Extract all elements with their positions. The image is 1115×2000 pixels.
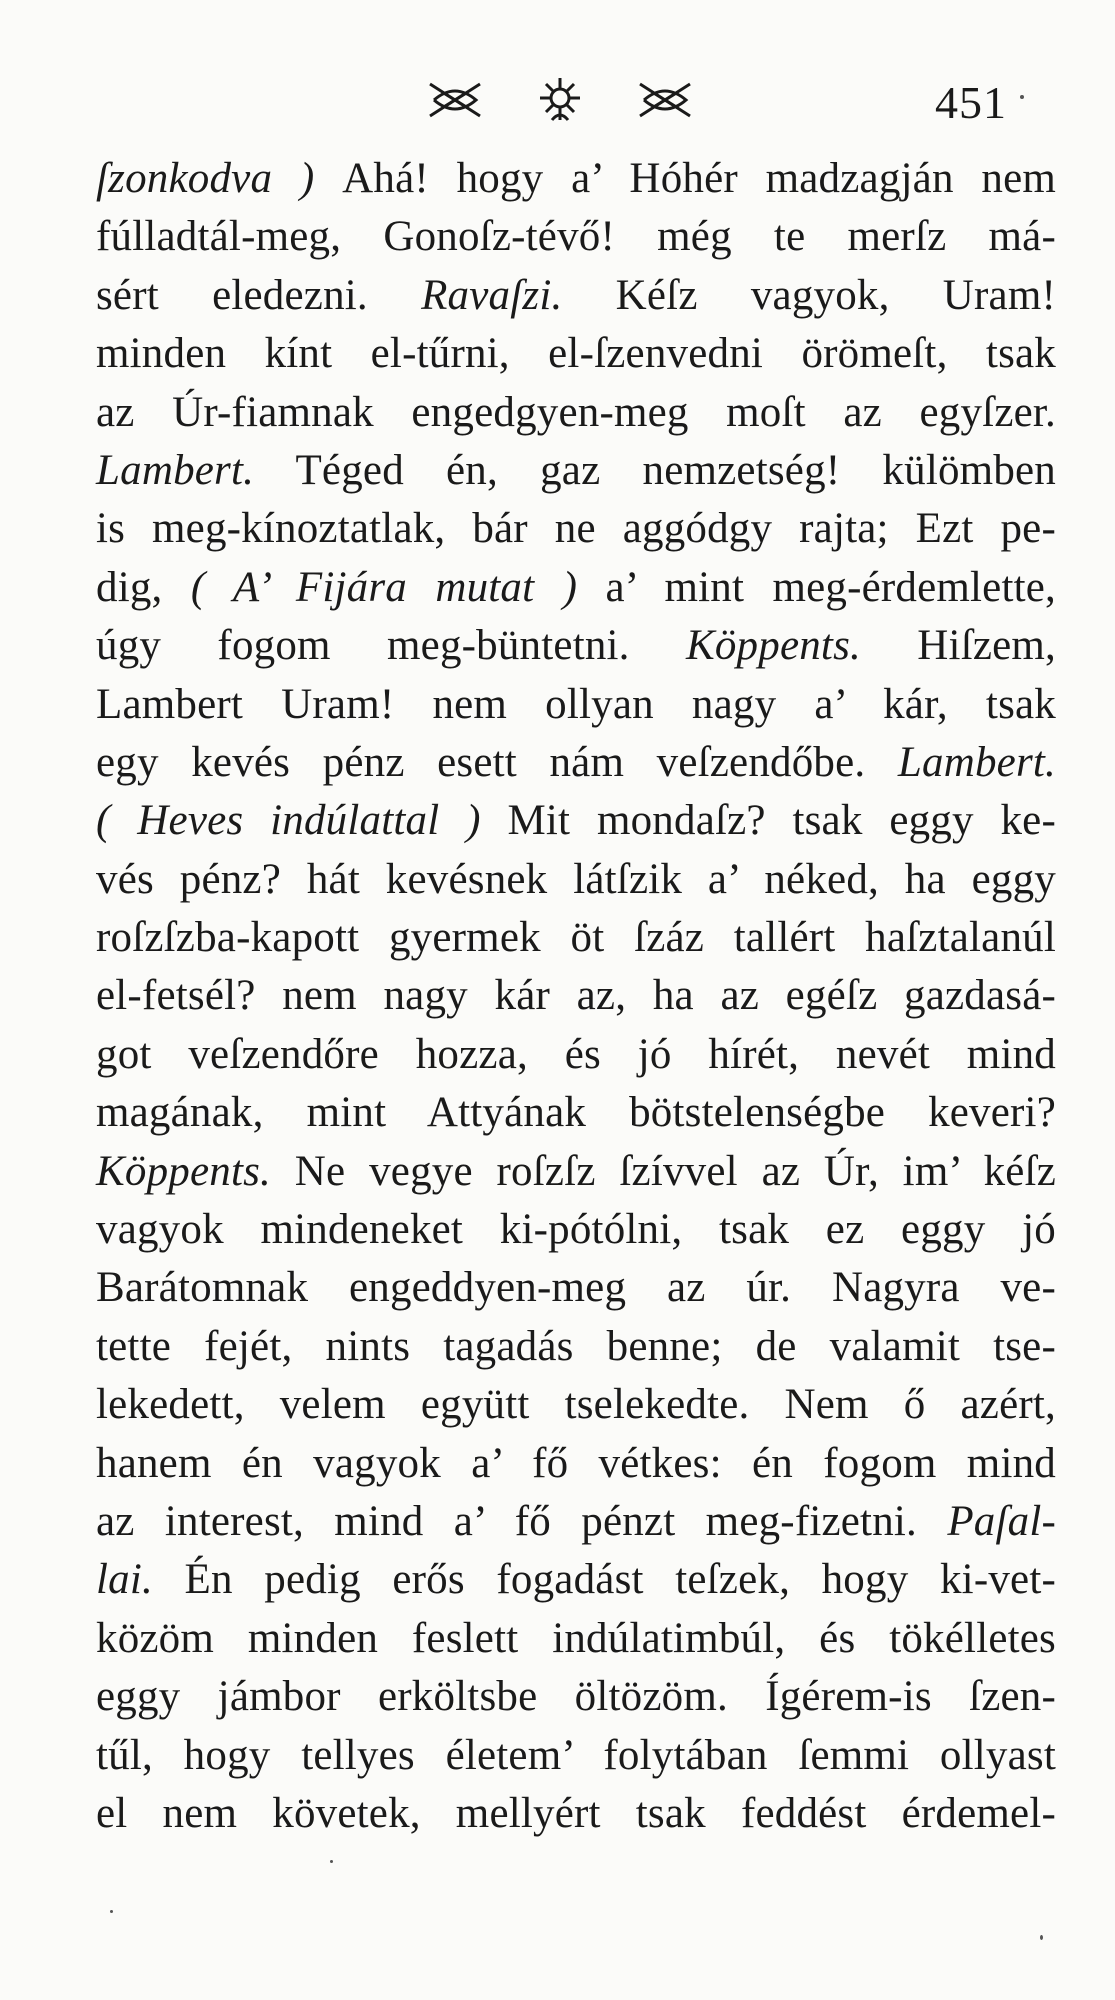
text-line [96, 1026, 1056, 1084]
text-segment: vagyok mindeneket ki-pótólni, tsak ez eggy jó [96, 1206, 1056, 1254]
text-segment: Kéſz vagyok, Uram! [562, 271, 1056, 319]
text-segment: el nem követek, mellyért tsak feddést érdemel- [96, 1789, 1056, 1837]
italic-text-segment: ſzonkodva ) [96, 155, 343, 202]
italic-text-segment: lai. [96, 1556, 153, 1604]
text-line [96, 150, 1056, 208]
text-line [96, 208, 1056, 266]
text-line [96, 1143, 1056, 1201]
text-line [96, 1785, 1056, 1843]
text-segment: dig, [96, 563, 191, 611]
page-number: 451 [935, 77, 1007, 128]
text-line [96, 851, 1056, 909]
text-segment: úgy fogom meg-büntetni. [96, 622, 686, 670]
text-segment: a’ mint meg-érdemlette, [577, 563, 1056, 611]
text-line [96, 1376, 1056, 1434]
text-line [96, 1084, 1056, 1142]
text-segment: az Úr-fiamnak engedgyen-meg moſt az egyſzer. [96, 388, 1056, 436]
italic-text-segment: Köppents. [685, 622, 861, 670]
text-segment: fúlladtál-meg, Gonoſz-tévő! még te merſz má- [96, 213, 1056, 261]
text-line [96, 734, 1056, 792]
text-segment: hanem én vagyok a’ fő vétkes: én fogom mind [96, 1439, 1056, 1487]
text-segment: tette fejét, nints tagadás benne; de valamit tse- [96, 1322, 1056, 1370]
text-line [96, 1435, 1056, 1493]
print-speck [110, 1910, 113, 1913]
page-header [0, 72, 1115, 132]
text-line [96, 1551, 1056, 1609]
text-line [96, 1259, 1056, 1317]
print-speck [1040, 1935, 1043, 1940]
text-line [96, 267, 1056, 325]
fleuron-ornament [420, 74, 700, 124]
text-segment: Én pedig erős fogadást teſzek, hogy ki-vet- [152, 1556, 1056, 1604]
text-line [96, 1727, 1056, 1785]
text-line [96, 1318, 1056, 1376]
text-segment: Mit mondaſz? tsak eggy ke- [507, 797, 1056, 845]
text-line [96, 676, 1056, 734]
text-segment: minden kínt el-tűrni, el-ſzenvedni örömeſt, tsak [96, 330, 1056, 378]
text-line [96, 500, 1056, 558]
text-segment: Barátomnak engeddyen-meg az úr. Nagyra ve- [96, 1264, 1056, 1312]
italic-text-segment: Lambert. [96, 446, 255, 494]
text-line [96, 792, 1056, 850]
text-segment: eggy jámbor erköltsbe öltözöm. Ígérem-is ſzen- [96, 1673, 1056, 1721]
italic-text-segment: Köppents. [96, 1147, 271, 1195]
text-line [96, 559, 1056, 617]
text-segment: vés pénz? hát kevésnek látſzik a’ néked, ha eggy [96, 855, 1056, 903]
italic-text-segment: Lambert. [897, 738, 1056, 786]
print-speck [330, 1860, 333, 1863]
text-line [96, 617, 1056, 675]
text-segment: magának, mint Attyának bötstelenségbe keveri? [96, 1089, 1056, 1137]
text-segment: Lambert Uram! nem ollyan nagy a’ kár, tsak [96, 680, 1056, 728]
text-segment: Ahá! hogy a’ Hóhér madzagján nem [342, 155, 1056, 202]
text-line [96, 1493, 1056, 1551]
italic-text-segment: Ravaſzi. [421, 271, 563, 319]
text-segment: is meg-kínoztatlak, bár ne aggódgy rajta; Ezt pe- [96, 505, 1056, 553]
italic-text-segment: Paſal- [947, 1497, 1056, 1545]
text-line [96, 442, 1056, 500]
text-line [96, 325, 1056, 383]
text-line [96, 384, 1056, 442]
text-segment: tűl, hogy tellyes életem’ folytában ſemmi ollyast [96, 1731, 1056, 1779]
text-segment: Ne vegye roſzſz ſzívvel az Úr, im’ kéſz [271, 1147, 1056, 1195]
text-segment: Hiſzem, [860, 622, 1057, 670]
text-segment: got veſzendőre hozza, és jó hírét, nevét mind [96, 1030, 1056, 1078]
text-line [96, 909, 1056, 967]
text-segment: el-fetsél? nem nagy kár az, ha az egéſz gazdasá- [96, 972, 1056, 1020]
print-speck [1020, 95, 1024, 99]
text-segment: lekedett, velem együtt tselekedte. Nem ő azért, [96, 1381, 1056, 1429]
text-segment: közöm minden feslett indúlatimbúl, és tökélletes [96, 1614, 1056, 1662]
text-segment: sért eledezni. [96, 271, 422, 319]
body-text [96, 150, 1056, 1843]
text-segment: az interest, mind a’ fő pénzt meg-fizetni. [96, 1497, 948, 1545]
italic-text-segment: ( Heves indúlattal ) [96, 797, 508, 845]
text-line [96, 967, 1056, 1025]
text-segment: roſzſzba-kapott gyermek öt ſzáz tallért haſztalanúl [96, 914, 1056, 962]
text-line [96, 1610, 1056, 1668]
text-line [96, 1201, 1056, 1259]
italic-text-segment: ( A’ Fijára mutat ) [190, 563, 578, 611]
text-line [96, 1668, 1056, 1726]
text-segment: Téged én, gaz nemzetség! külömben [254, 446, 1056, 494]
text-segment: egy kevés pénz esett nám veſzendőbe. [96, 738, 898, 786]
